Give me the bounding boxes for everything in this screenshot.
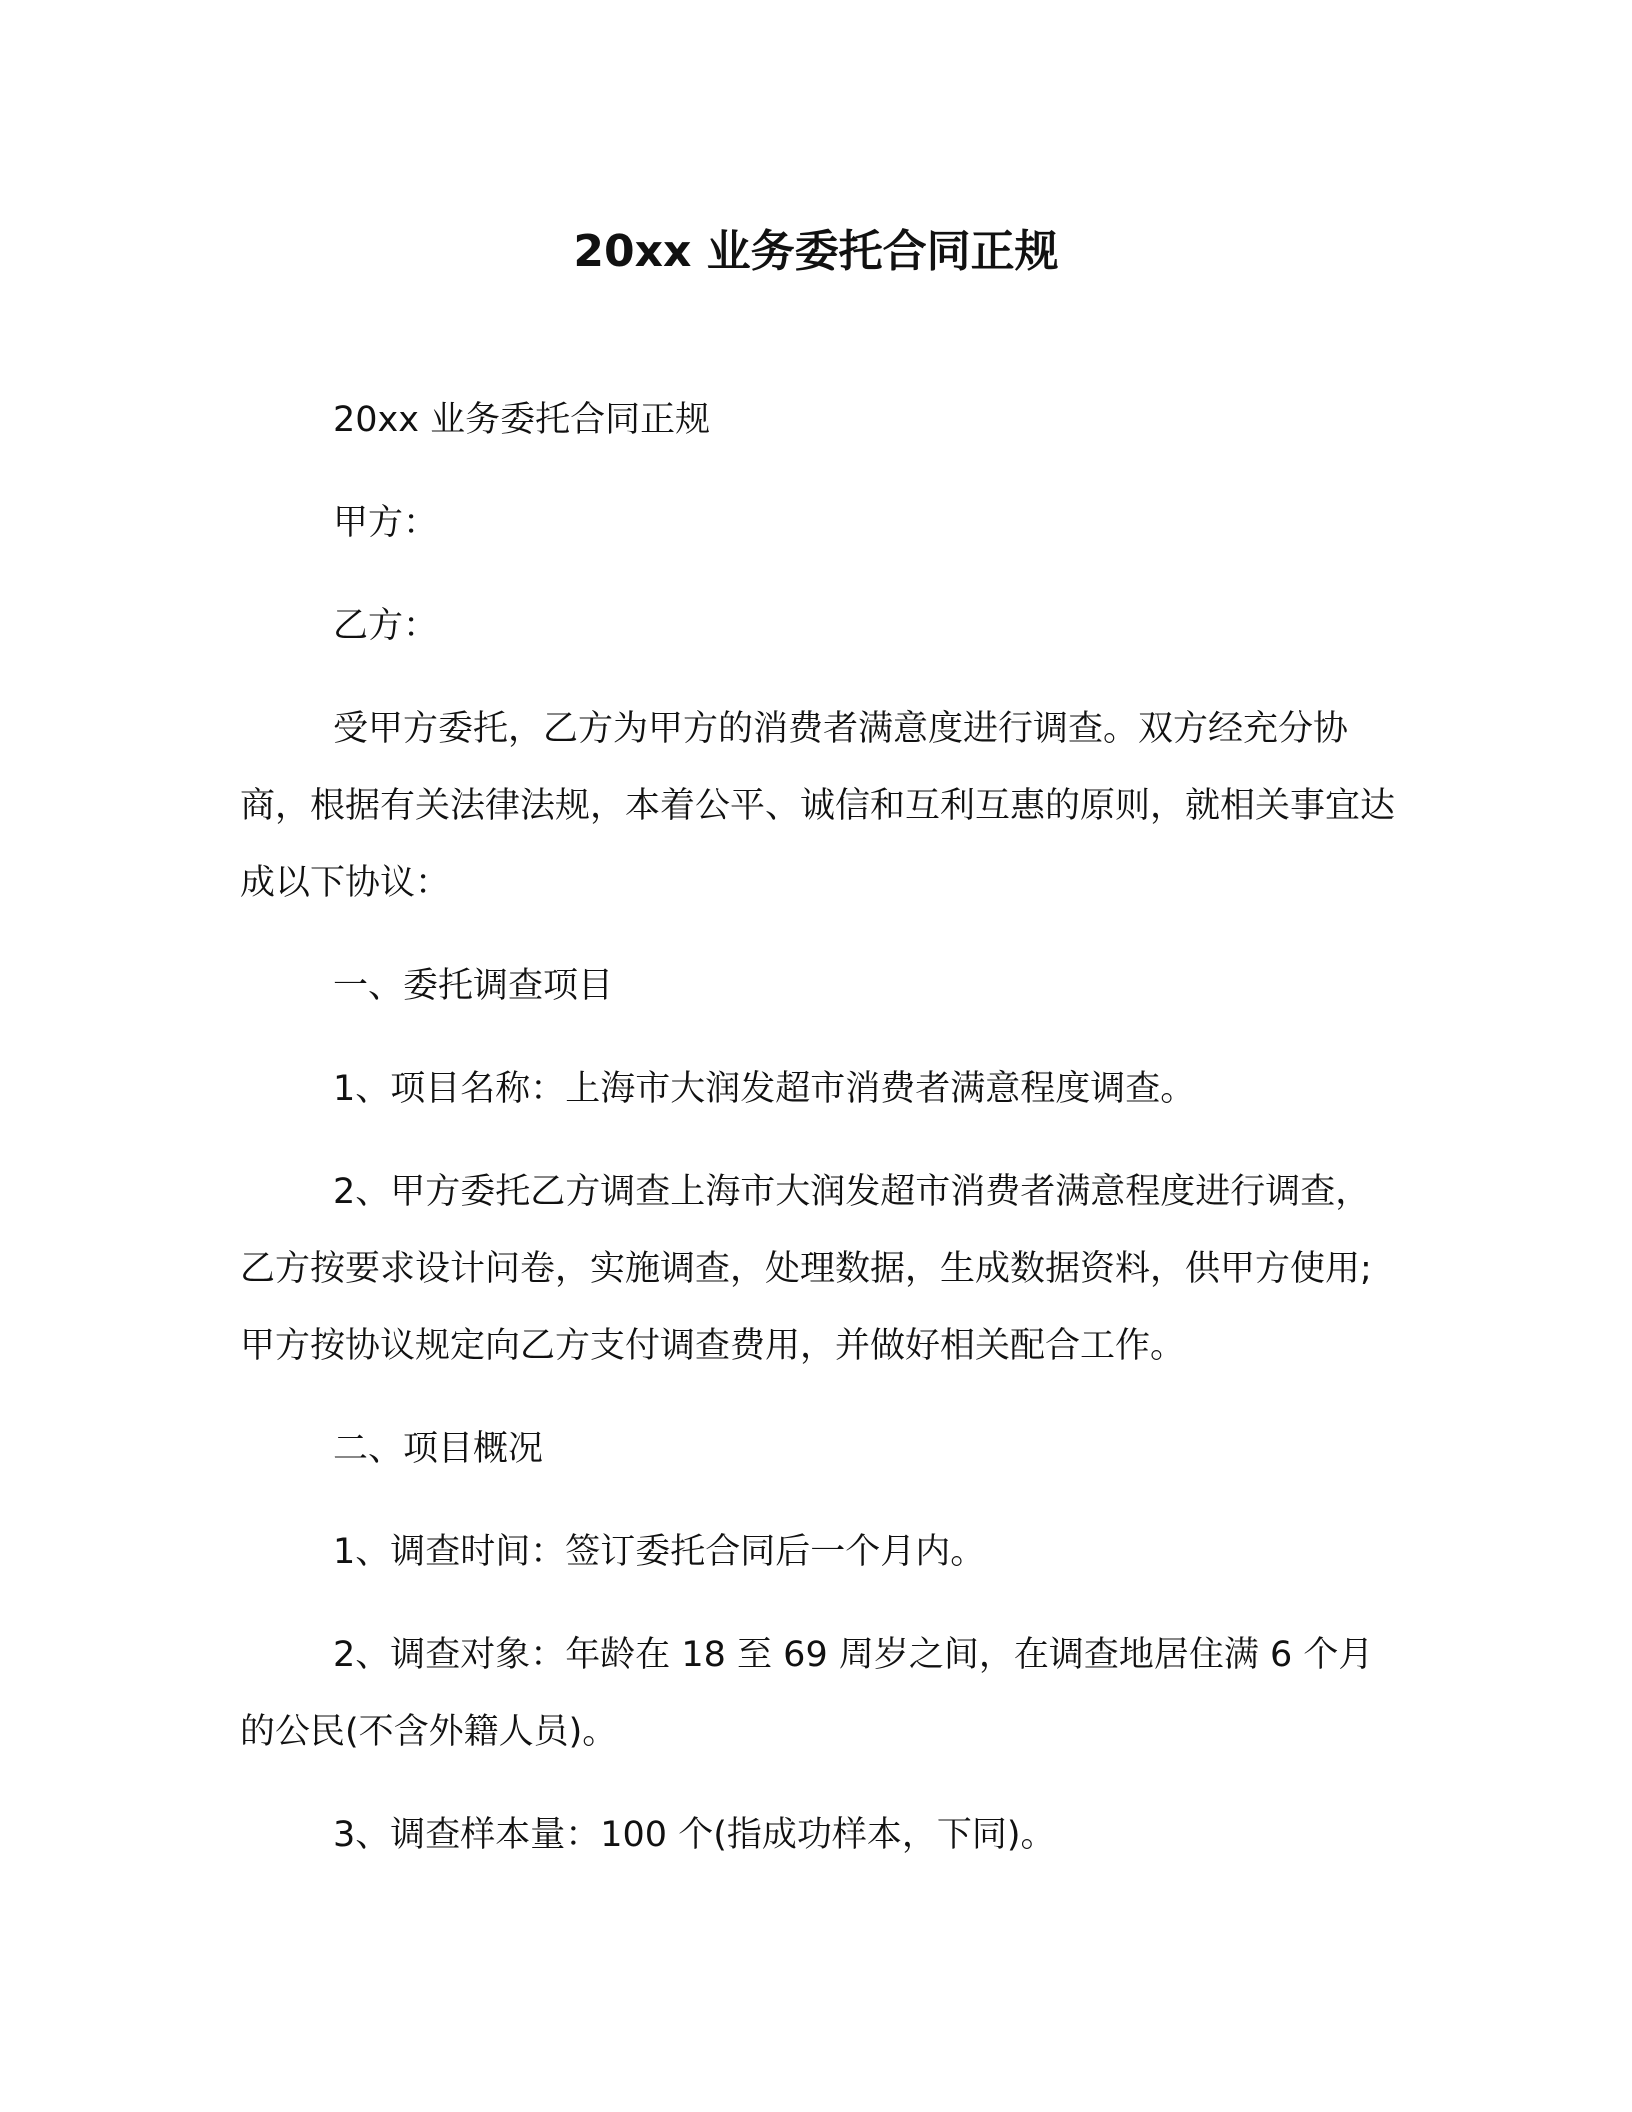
section2-item3: 3、调查样本量：100 个(指成功样本，下同)。 [333,1815,1056,1855]
party-b-label: 乙方： [333,606,439,646]
section1-heading: 一、委托调查项目 [333,966,614,1006]
document-title: 20xx 业务委托合同正规 [573,226,1059,277]
intro-paragraph: 受甲方委托，乙方为甲方的消费者满意度进行调查。双方经充分协商，根据有关法律法规，本着公平、诚信和互利互惠的原则，就相关事宜达成以下协议： [240,709,1396,903]
section2-item1: 1、调查时间：签订委托合同后一个月内。 [333,1532,986,1572]
section2-heading: 二、项目概况 [333,1429,544,1469]
document-subtitle: 20xx 业务委托合同正规 [333,400,711,440]
party-a-label: 甲方： [333,503,439,543]
section2-item2: 2、调查对象：年龄在 18 至 69 周岁之间，在调查地居住满 6 个月的公民(不含外籍人员)。 [240,1635,1374,1752]
section1-item1: 1、项目名称：上海市大润发超市消费者满意程度调查。 [333,1069,1196,1109]
section1-item2: 2、甲方委托乙方调查上海市大润发超市消费者满意程度进行调查，乙方按要求设计问卷，实施调查，处理数据，生成数据资料，供甲方使用;甲方按协议规定向乙方支付调查费用，并做好相关配合工作。 [240,1172,1372,1366]
